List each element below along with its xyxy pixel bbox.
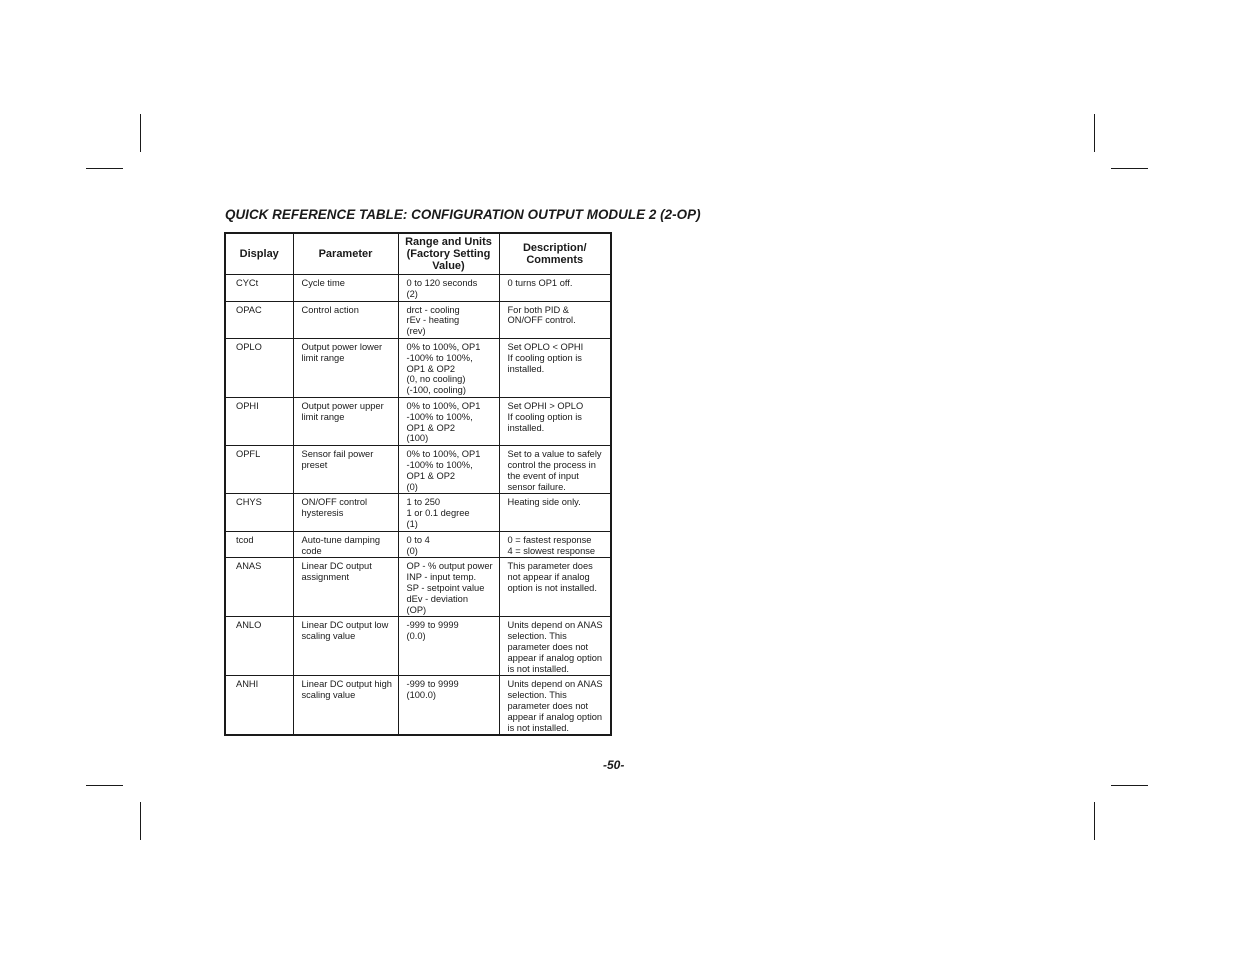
table-header-row (225, 233, 611, 275)
cell-parameter: Linear DC output high scaling value (293, 676, 398, 735)
cell-parameter: Auto-tune damping code (293, 531, 398, 558)
crop-mark-top-right-vertical (1094, 114, 1095, 152)
cell-display: CYCt (225, 275, 293, 302)
cell-display: OPFL (225, 446, 293, 494)
table-row (225, 617, 611, 676)
cell-display: CHYS (225, 494, 293, 531)
header-display: Display (225, 233, 293, 275)
crop-mark-bottom-left-horizontal (86, 785, 123, 786)
cell-display: OPHI (225, 397, 293, 445)
quick-reference-table (224, 232, 612, 736)
table-row (225, 531, 611, 558)
crop-mark-top-right-horizontal (1111, 168, 1148, 169)
table-row (225, 397, 611, 445)
cell-range: 1 to 250 1 or 0.1 degree (1) (398, 494, 499, 531)
cell-description: 0 = fastest response 4 = slowest response (499, 531, 611, 558)
table-row (225, 494, 611, 531)
cell-display: ANLO (225, 617, 293, 676)
cell-description: Units depend on ANAS selection. This parameter does not appear if analog option is not installed. (499, 617, 611, 676)
cell-range: -999 to 9999 (0.0) (398, 617, 499, 676)
cell-parameter: Control action (293, 301, 398, 338)
crop-mark-top-left-horizontal (86, 168, 123, 169)
cell-description: Set OPLO < OPHI If cooling option is installed. (499, 338, 611, 397)
cell-range: 0% to 100%, OP1 -100% to 100%, OP1 & OP2 (0, no cooling) (-100, cooling) (398, 338, 499, 397)
cell-range: 0% to 100%, OP1 -100% to 100%, OP1 & OP2 (0) (398, 446, 499, 494)
cell-range: 0% to 100%, OP1 -100% to 100%, OP1 & OP2 (100) (398, 397, 499, 445)
table-row (225, 338, 611, 397)
table-row (225, 275, 611, 302)
cell-display: ANAS (225, 558, 293, 617)
crop-mark-top-left-vertical (140, 114, 141, 152)
page-number: -50- (603, 758, 625, 772)
cell-display: OPLO (225, 338, 293, 397)
cell-display: tcod (225, 531, 293, 558)
cell-description: Units depend on ANAS selection. This parameter does not appear if analog option is not installed. (499, 676, 611, 735)
cell-range: -999 to 9999 (100.0) (398, 676, 499, 735)
cell-display: OPAC (225, 301, 293, 338)
table-row (225, 676, 611, 735)
page-title: QUICK REFERENCE TABLE: CONFIGURATION OUTPUT MODULE 2 (2-OP) (225, 207, 701, 222)
cell-description: Set OPHI > OPLO If cooling option is installed. (499, 397, 611, 445)
cell-description: 0 turns OP1 off. (499, 275, 611, 302)
cell-description: Heating side only. (499, 494, 611, 531)
cell-parameter: Output power upper limit range (293, 397, 398, 445)
header-range-and-units: Range and Units (Factory Setting Value) (398, 233, 499, 275)
cell-description: This parameter does not appear if analog option is not installed. (499, 558, 611, 617)
table-row (225, 446, 611, 494)
cell-parameter: Linear DC output assignment (293, 558, 398, 617)
crop-mark-bottom-right-vertical (1094, 802, 1095, 840)
cell-range: 0 to 120 seconds (2) (398, 275, 499, 302)
crop-mark-bottom-right-horizontal (1111, 785, 1148, 786)
cell-range: OP - % output power INP - input temp. SP - setpoint value dEv - deviation (OP) (398, 558, 499, 617)
table-row (225, 301, 611, 338)
header-description: Description/ Comments (499, 233, 611, 275)
cell-description: Set to a value to safely control the process in the event of input sensor failure. (499, 446, 611, 494)
header-parameter: Parameter (293, 233, 398, 275)
cell-parameter: ON/OFF control hysteresis (293, 494, 398, 531)
cell-parameter: Output power lower limit range (293, 338, 398, 397)
cell-range: drct - cooling rEv - heating (rev) (398, 301, 499, 338)
cell-parameter: Sensor fail power preset (293, 446, 398, 494)
cell-range: 0 to 4 (0) (398, 531, 499, 558)
cell-description: For both PID & ON/OFF control. (499, 301, 611, 338)
cell-display: ANHI (225, 676, 293, 735)
table-row (225, 558, 611, 617)
cell-parameter: Cycle time (293, 275, 398, 302)
cell-parameter: Linear DC output low scaling value (293, 617, 398, 676)
crop-mark-bottom-left-vertical (140, 802, 141, 840)
